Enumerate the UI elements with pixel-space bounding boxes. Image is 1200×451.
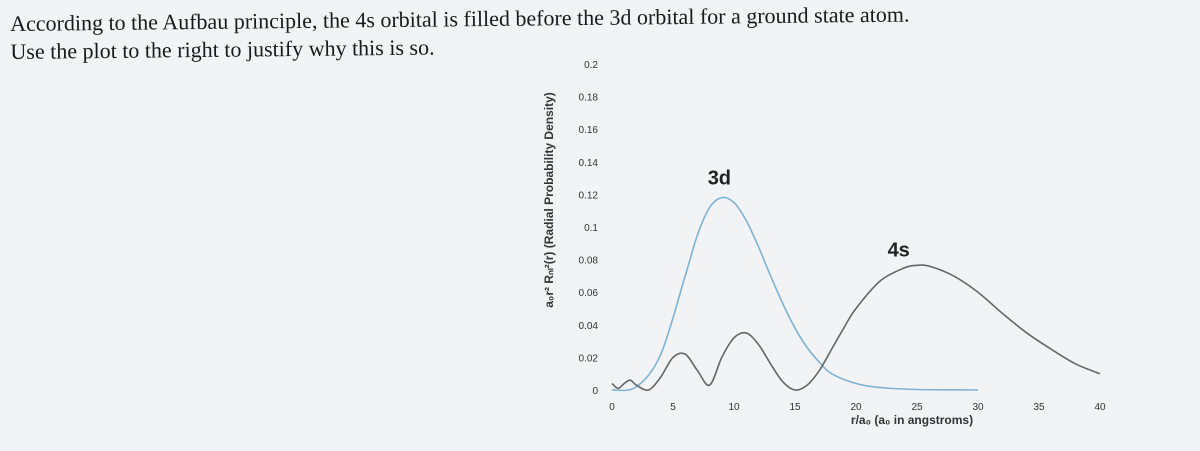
y-tick-label: 0.02 — [578, 353, 598, 365]
x-tick-label: 10 — [728, 402, 740, 413]
x-tick-label: 30 — [972, 402, 984, 413]
y-tick-label: 0.2 — [584, 60, 598, 71]
question-line-2: Use the plot to the right to justify why this is so. — [10, 34, 435, 64]
question-line-1: According to the Aufbau principle, the 4s orbital is filled before the 3d orbital for a ground state atom. — [10, 1, 910, 36]
y-tick-label: 0.16 — [578, 125, 598, 137]
annotations — [708, 168, 910, 262]
series-line-4s — [612, 265, 1100, 390]
x-tick-label: 0 — [609, 402, 615, 413]
y-tick-label: 0.12 — [578, 190, 598, 202]
series-group — [612, 197, 1100, 390]
y-tick-label: 0.08 — [578, 255, 598, 267]
y-axis-label: a₀r² Rₙₗ²(r) (Radial Probability Density) — [542, 92, 556, 308]
y-tick-label: 0.14 — [578, 157, 598, 169]
y-tick-label: 0.04 — [578, 320, 598, 332]
x-tick-label: 5 — [670, 402, 676, 413]
x-axis-label: r/a₀ (a₀ in angstroms) — [850, 413, 974, 427]
x-tick-label: 35 — [1033, 402, 1045, 413]
series-line-3d — [612, 197, 978, 390]
y-axis-ticks — [579, 60, 599, 397]
x-tick-label: 20 — [850, 402, 862, 413]
x-axis-ticks — [609, 402, 1106, 413]
y-tick-label: 0.1 — [584, 223, 598, 234]
x-tick-label: 25 — [911, 402, 923, 413]
y-tick-label: 0.06 — [578, 288, 598, 300]
y-tick-label: 0 — [592, 386, 598, 397]
x-tick-label: 40 — [1094, 402, 1106, 413]
curve-label-4s: 4s — [887, 239, 910, 262]
curve-label-3d: 3d — [707, 167, 732, 190]
y-tick-label: 0.18 — [578, 92, 598, 104]
x-tick-label: 15 — [789, 402, 801, 413]
